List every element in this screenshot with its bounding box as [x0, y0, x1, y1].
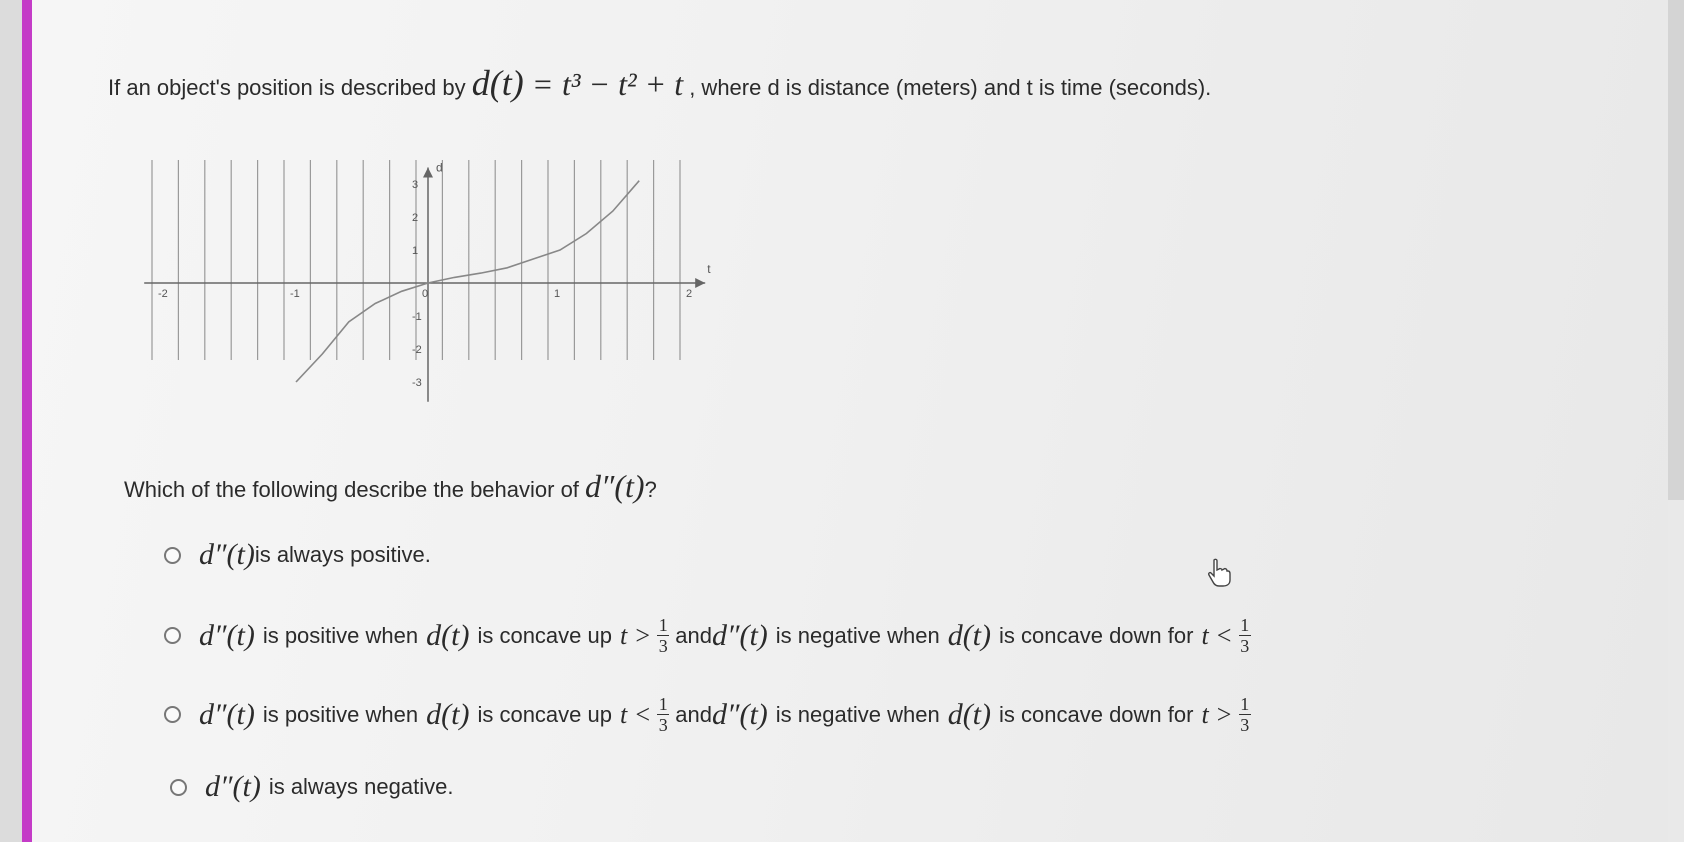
- option-function: d″(t): [205, 770, 261, 803]
- position-curve: [296, 181, 639, 382]
- option-text: is positive when: [262, 701, 419, 727]
- option-function: d″(t): [199, 618, 255, 652]
- y-tick-label: 3: [412, 179, 419, 191]
- hand-cursor-icon: [1206, 558, 1232, 588]
- option-text: is always positive.: [254, 542, 431, 567]
- x-tick-label: 1: [554, 288, 561, 300]
- question-lead: Which of the following describe the behavior of: [124, 477, 579, 502]
- option-always-negative[interactable]: [170, 770, 453, 804]
- function-rhs: t³ − t² + t: [562, 66, 684, 102]
- option-positive-when-t-greater[interactable]: [164, 615, 1257, 656]
- fraction: $\frac{1}{3}$: [658, 615, 668, 656]
- option-function: d(t): [426, 618, 470, 652]
- option-text: is concave down for: [999, 701, 1194, 727]
- y-axis-arrow-icon: [423, 168, 433, 178]
- radio-button[interactable]: [164, 706, 181, 723]
- question-mark: ?: [644, 477, 657, 502]
- option-condition: t <: [1201, 620, 1233, 650]
- radio-button[interactable]: [164, 627, 181, 644]
- option-function: d(t): [426, 697, 470, 731]
- x-tick-label: -2: [158, 288, 168, 300]
- option-condition: t <: [619, 699, 652, 729]
- y-tick-label: 1: [412, 245, 419, 257]
- function-lhs: d(t): [471, 63, 524, 103]
- radio-button[interactable]: [164, 547, 181, 564]
- option-function: d(t): [947, 697, 992, 731]
- option-text: is negative when: [775, 701, 940, 727]
- x-axis-label: t: [707, 262, 711, 276]
- fraction: $\frac{1}{3}$: [1240, 694, 1250, 735]
- x-tick-label: 0: [422, 288, 429, 300]
- option-condition: t >: [1201, 699, 1233, 729]
- problem-statement: [108, 62, 1211, 104]
- y-tick-label: 2: [412, 212, 419, 224]
- x-tick-label: 2: [686, 288, 693, 300]
- option-text: is concave up: [477, 622, 612, 648]
- option-function: d″(t): [711, 618, 768, 652]
- fraction: $\frac{1}{3}$: [1240, 615, 1250, 656]
- y-tick-label: -1: [412, 311, 422, 323]
- option-text: and: [675, 701, 712, 727]
- position-graph: [130, 140, 711, 400]
- equals-sign: =: [533, 66, 552, 102]
- fraction: $\frac{1}{3}$: [658, 694, 668, 735]
- y-tick-label: -3: [412, 377, 422, 389]
- option-function: d(t): [947, 618, 992, 652]
- option-function: d″(t): [711, 697, 768, 731]
- accent-bar: [22, 0, 32, 842]
- y-axis-label: d: [436, 160, 443, 175]
- question-function: d″(t): [585, 468, 645, 504]
- option-function: d″(t): [199, 697, 255, 731]
- right-scrollbar-edge[interactable]: [1668, 0, 1684, 500]
- option-text: is concave down for: [999, 622, 1194, 648]
- option-always-positive[interactable]: [164, 538, 431, 572]
- radio-button[interactable]: [170, 779, 187, 796]
- option-text: is negative when: [775, 622, 940, 648]
- y-tick-label: -2: [412, 344, 422, 356]
- option-text: is concave up: [477, 701, 612, 727]
- x-tick-label: -1: [290, 288, 300, 300]
- left-window-edge: [0, 0, 22, 842]
- option-text: is always negative.: [268, 774, 454, 799]
- option-positive-when-t-less[interactable]: [164, 694, 1257, 735]
- prompt-trail: , where d is distance (meters) and t is time (seconds).: [689, 75, 1212, 100]
- option-text: is positive when: [262, 622, 419, 648]
- option-function: d″(t): [199, 538, 255, 571]
- option-condition: t >: [619, 620, 652, 650]
- question-text: [124, 468, 657, 505]
- prompt-lead: If an object's position is described by: [108, 75, 466, 100]
- option-text: and: [675, 622, 712, 648]
